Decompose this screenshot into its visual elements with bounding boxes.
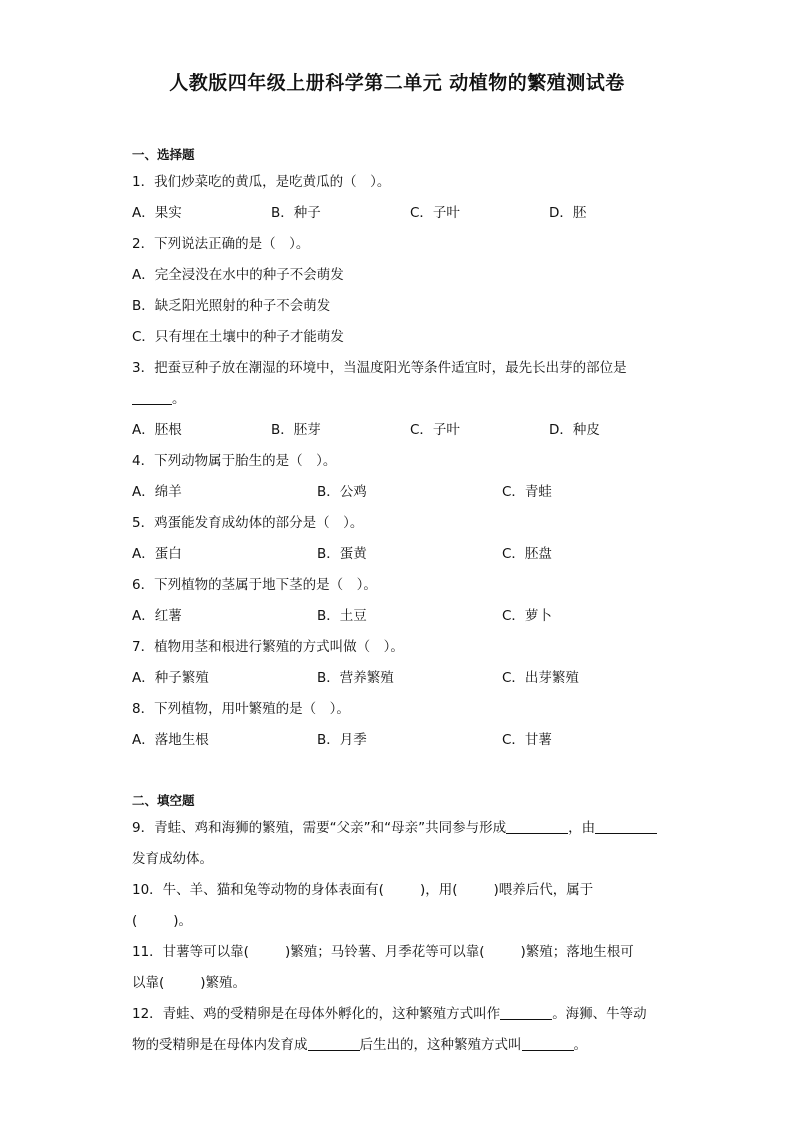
question-10-cont: ( )。 [132, 913, 193, 929]
question-3: 3．把蚕豆种子放在潮湿的环境中，当温度阳光等条件适宜时，最先长出芽的部位是 [132, 360, 627, 376]
question-11: 11．甘薯等可以靠( )繁殖；马铃薯、月季花等可以靠( )繁殖；落地生根可 [132, 944, 634, 960]
question-1: 1．我们炒菜吃的黄瓜，是吃黄瓜的（ ）。 [132, 174, 391, 190]
options-3 [132, 415, 672, 446]
option: B．种子 [271, 205, 321, 221]
question-2: 2．下列说法正确的是（ ）。 [132, 236, 310, 252]
option: A．果实 [132, 205, 182, 221]
options-4 [132, 477, 672, 508]
section-gap [132, 756, 672, 788]
options-5 [132, 539, 672, 570]
option: A．红薯 [132, 608, 182, 624]
section-heading-choice: 一、选择题 [132, 147, 195, 162]
question-4: 4．下列动物属于胎生的是（ ）。 [132, 453, 337, 469]
option: A．种子繁殖 [132, 670, 209, 686]
page-title: 人教版四年级上册科学第二单元 动植物的繁殖测试卷 [169, 72, 625, 94]
option: A．绵羊 [132, 484, 182, 500]
option: A．落地生根 [132, 732, 209, 748]
question-10: 10．牛、羊、猫和兔等动物的身体表面有( )，用( )喂养后代，属于 [132, 882, 594, 898]
answer-blank[interactable] [595, 819, 657, 834]
option: B．缺乏阳光照射的种子不会萌发 [132, 298, 331, 314]
question-5: 5．鸡蛋能发育成幼体的部分是（ ）。 [132, 515, 364, 531]
worksheet-body [132, 142, 672, 1061]
option: B．公鸡 [317, 484, 367, 500]
option: C．胚盘 [502, 546, 552, 562]
option: A．胚根 [132, 422, 182, 438]
answer-blank[interactable] [506, 819, 568, 834]
question-6: 6．下列植物的茎属于地下茎的是（ ）。 [132, 577, 377, 593]
question-11-cont: 以靠( )繁殖。 [132, 975, 247, 991]
answer-blank[interactable] [132, 390, 172, 405]
option: C．只有埋在土壤中的种子才能萌发 [132, 329, 344, 345]
option: B．土豆 [317, 608, 367, 624]
option: B．胚芽 [271, 422, 321, 438]
question-8: 8．下列植物，用叶繁殖的是（ ）。 [132, 701, 350, 717]
options-6 [132, 601, 672, 632]
option: C．甘薯 [502, 732, 552, 748]
option: C．子叶 [410, 205, 460, 221]
question-12: 12．青蛙、鸡的受精卵是在母体外孵化的，这种繁殖方式叫作 。海狮、牛等动 [132, 1006, 647, 1022]
answer-blank[interactable] [500, 1005, 552, 1020]
question-9: 9．青蛙、鸡和海狮的繁殖，需要“父亲”和“母亲”共同参与形成 ，由 [132, 813, 672, 844]
option: C．萝卜 [502, 608, 552, 624]
option: B．月季 [317, 732, 367, 748]
option: C．出芽繁殖 [502, 670, 579, 686]
options-8 [132, 725, 672, 756]
section-heading-fill: 二、填空题 [132, 793, 195, 808]
option: B．营养繁殖 [317, 670, 394, 686]
option: B．蛋黄 [317, 546, 367, 562]
options-7 [132, 663, 672, 694]
options-1 [132, 198, 672, 229]
option: A．完全浸没在水中的种子不会萌发 [132, 267, 344, 283]
question-3-blank-line: 。 [132, 384, 672, 415]
option: D．胚 [549, 205, 587, 221]
option: D．种皮 [549, 422, 600, 438]
question-9-cont: 发育成幼体。 [132, 851, 213, 867]
answer-blank[interactable] [522, 1036, 574, 1051]
question-7: 7．植物用茎和根进行繁殖的方式叫做（ ）。 [132, 639, 404, 655]
option: C．子叶 [410, 422, 460, 438]
option: C．青蛙 [502, 484, 552, 500]
answer-blank[interactable] [308, 1036, 360, 1051]
option: A．蛋白 [132, 546, 182, 562]
question-12-cont: 物的受精卵是在母体内发育成 后生出的，这种繁殖方式叫 。 [132, 1037, 587, 1053]
